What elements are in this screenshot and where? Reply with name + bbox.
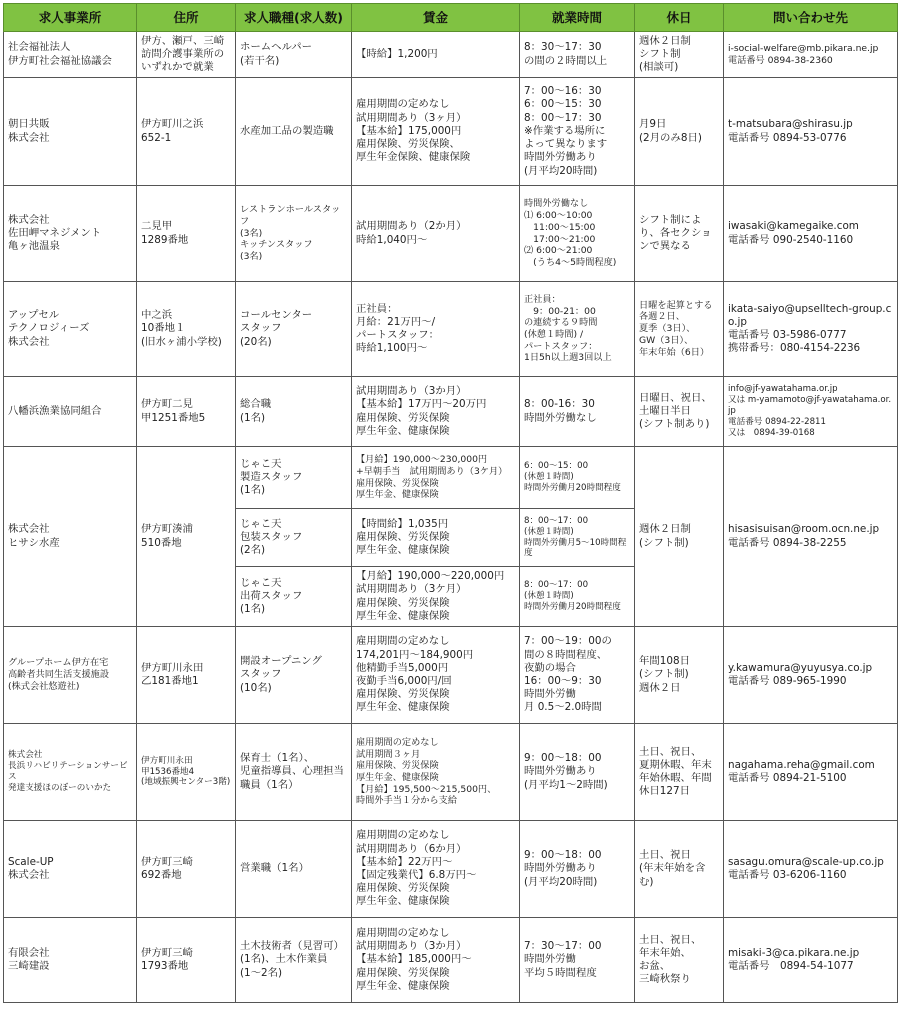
wage-cell: 【月給】190,000〜220,000円 試用期間あり（3ケ月） 雇用保険、労災保険 厚生年金、健康保険 bbox=[352, 567, 520, 627]
table-row bbox=[4, 377, 898, 447]
wage-cell: 試用期間あり（2か月） 時給1,040円〜 bbox=[352, 186, 520, 282]
contact-cell: t-matsubara@shirasu.jp 電話番号 0894-53-0776 bbox=[724, 78, 898, 186]
company-cell: 株式会社 ヒサシ水産 bbox=[4, 447, 137, 627]
header-company: 求人事業所 bbox=[4, 4, 137, 32]
contact-cell: iwasaki@kamegaike.com 電話番号 090-2540-1160 bbox=[724, 186, 898, 282]
contact-cell: misaki-3@ca.pikara.ne.jp 電話番号 0894-54-1077 bbox=[724, 918, 898, 1003]
header-address: 住所 bbox=[137, 4, 236, 32]
header-wage: 賃金 bbox=[352, 4, 520, 32]
company-cell: グループホーム伊方在宅 高齢者共同生活支援施設 (株式会社悠遊社) bbox=[4, 627, 137, 724]
wage-cell: 雇用期間の定めなし 174,201円〜184,900円 他精勤手当5,000円 夜勤手当6,000円/回 雇用保険、労災保険 厚生年金、健康保険 bbox=[352, 627, 520, 724]
hours-cell: 8：30〜17：30 の間の２時間以上 bbox=[520, 32, 635, 78]
header-holidays: 休日 bbox=[635, 4, 724, 32]
wage-cell: 試用期間あり（3か月） 【基本給】17万円〜20万円 雇用保険、労災保険 厚生年金、健康保険 bbox=[352, 377, 520, 447]
company-cell: 八幡浜漁業協同組合 bbox=[4, 377, 137, 447]
contact-cell: y.kawamura@yuyusya.co.jp 電話番号 089-965-1990 bbox=[724, 627, 898, 724]
contact-cell: ikata-saiyo@upselltech-group.co.jp 電話番号 03-5986-0777 携帯番号：080-4154-2236 bbox=[724, 282, 898, 377]
wage-cell: 正社員： 月給：21万円〜/ パートスタッフ： 時給1,100円〜 bbox=[352, 282, 520, 377]
company-cell: 株式会社 長浜リハビリテーションサービス 発達支援ほのぼーのいかた bbox=[4, 724, 137, 821]
table-row bbox=[4, 821, 898, 918]
contact-cell: i-social-welfare@mb.pikara.ne.jp 電話番号 0894-38-2360 bbox=[724, 32, 898, 78]
wage-cell: 【時間給】1,035円 雇用保険、労災保険 厚生年金、健康保険 bbox=[352, 509, 520, 567]
holidays-cell: シフト制により、各セクションで異なる bbox=[635, 186, 724, 282]
job-cell: レストランホールスタッフ (3名) キッチンスタッフ (3名) bbox=[236, 186, 352, 282]
hours-cell: 6：00〜15：00 (休憩１時間) 時間外労働月20時間程度 bbox=[520, 447, 635, 509]
header-contact: 問い合わせ先 bbox=[724, 4, 898, 32]
holidays-cell: 週休２日制 シフト制 (相談可) bbox=[635, 32, 724, 78]
company-cell: Scale-UP 株式会社 bbox=[4, 821, 137, 918]
wage-cell: 【月給】190,000〜230,000円 +早朝手当 試用期間あり（3ケ月） 雇用保険、労災保険 厚生年金、健康保険 bbox=[352, 447, 520, 509]
table-row bbox=[4, 627, 898, 724]
hours-cell: 8：00〜17：00 (休憩１時間) 時間外労働月5〜10時間程度 bbox=[520, 509, 635, 567]
hours-cell: 9：00〜18：00 時間外労働あり (月平均1〜2時間) bbox=[520, 724, 635, 821]
job-cell: 保育士（1名）、 児童指導員、心理担当職員（1名） bbox=[236, 724, 352, 821]
contact-cell: info@jf-yawatahama.or.jp 又は m-yamamoto@jf-yawatahama.or.jp 電話番号 0894-22-2811 又は 0894-39-0168 bbox=[724, 377, 898, 447]
contact-cell: sasagu.omura@scale-up.co.jp 電話番号 03-6206-1160 bbox=[724, 821, 898, 918]
hours-cell: 7：30〜17：00 時間外労働 平均５時間程度 bbox=[520, 918, 635, 1003]
table-row bbox=[4, 447, 898, 509]
table-row bbox=[4, 78, 898, 186]
hours-cell: 7：00〜19：00の 間の８時間程度、 夜勤の場合 16：00〜9：30 時間外労働 月 0.5〜2.0時間 bbox=[520, 627, 635, 724]
header-job: 求人職種(求人数) bbox=[236, 4, 352, 32]
table-row bbox=[4, 32, 898, 78]
job-cell: じゃこ天 出荷スタッフ (1名) bbox=[236, 567, 352, 627]
company-cell: 株式会社 佐田岬マネジメント 亀ヶ池温泉 bbox=[4, 186, 137, 282]
holidays-cell: 日曜を起算とする各週２日、 夏季（3日）、 GW（3日）、 年末年始（6日） bbox=[635, 282, 724, 377]
contact-cell: nagahama.reha@gmail.com 電話番号 0894-21-5100 bbox=[724, 724, 898, 821]
hours-cell: 8：00-16：30 時間外労働なし bbox=[520, 377, 635, 447]
job-cell: 水産加工品の製造職 bbox=[236, 78, 352, 186]
hours-cell: 7：00〜16：30 6：00〜15：30 8：00〜17：30 ※作業する場所に よって異なります 時間外労働あり (月平均20時間) bbox=[520, 78, 635, 186]
hours-cell: 正社員： 9：00-21：00 の連続する９時間 (休憩１時間) / パートスタッフ： 1日5h以上週3回以上 bbox=[520, 282, 635, 377]
holidays-cell: 土日、祝日、 年末年始、 お盆、 三崎秋祭り bbox=[635, 918, 724, 1003]
job-cell: じゃこ天 包装スタッフ (2名) bbox=[236, 509, 352, 567]
company-cell: アップセル テクノロジィーズ 株式会社 bbox=[4, 282, 137, 377]
address-cell: 伊方町二見 甲1251番地5 bbox=[137, 377, 236, 447]
hours-cell: 時間外労働なし ⑴ 6:00〜10:00 11:00〜15:00 17:00〜21:00 ⑵ 6:00〜21:00 (うち4〜5時間程度) bbox=[520, 186, 635, 282]
hours-cell: 8：00〜17：00 (休憩１時間) 時間外労働月20時間程度 bbox=[520, 567, 635, 627]
table-row bbox=[4, 724, 898, 821]
wage-cell: 雇用期間の定めなし 試用期間３ヶ月 雇用保険、労災保険 厚生年金、健康保険 【月給】195,500〜215,500円、 時間外手当１分から支給 bbox=[352, 724, 520, 821]
table-row bbox=[4, 282, 898, 377]
wage-cell: 【時給】1,200円 bbox=[352, 32, 520, 78]
address-cell: 伊方町三崎 1793番地 bbox=[137, 918, 236, 1003]
address-cell: 伊方町川之浜 652-1 bbox=[137, 78, 236, 186]
address-cell: 伊方町川永田 甲1536番地4 (地域振興センター3階) bbox=[137, 724, 236, 821]
holidays-cell: 日曜日、祝日、 土曜日半日 (シフト制あり) bbox=[635, 377, 724, 447]
holidays-cell: 月9日 (2月のみ8日) bbox=[635, 78, 724, 186]
address-cell: 伊方、瀬戸、三崎 訪問介護事業所の いずれかで就業 bbox=[137, 32, 236, 78]
wage-cell: 雇用期間の定めなし 試用期間あり（6か月） 【基本給】22万円〜 【固定残業代】6.8万円〜 雇用保険、労災保険 厚生年金、健康保険 bbox=[352, 821, 520, 918]
table-row bbox=[4, 918, 898, 1003]
job-cell: 総合職 (1名) bbox=[236, 377, 352, 447]
address-cell: 伊方町川永田 乙181番地1 bbox=[137, 627, 236, 724]
holidays-cell: 土日、祝日、 夏期休暇、年末年始休暇、年間休日127日 bbox=[635, 724, 724, 821]
hours-cell: 9：00〜18：00 時間外労働あり (月平均20時間) bbox=[520, 821, 635, 918]
job-cell: 土木技術者（見習可） (1名)、土木作業員 (1〜2名) bbox=[236, 918, 352, 1003]
header-hours: 就業時間 bbox=[520, 4, 635, 32]
job-cell: 営業職（1名） bbox=[236, 821, 352, 918]
contact-cell: hisasisuisan@room.ocn.ne.jp 電話番号 0894-38-2255 bbox=[724, 447, 898, 627]
address-cell: 二見甲 1289番地 bbox=[137, 186, 236, 282]
holidays-cell: 週休２日制 (シフト制) bbox=[635, 447, 724, 627]
company-cell: 社会福祉法人 伊方町社会福祉協議会 bbox=[4, 32, 137, 78]
company-cell: 有限会社 三崎建設 bbox=[4, 918, 137, 1003]
job-cell: じゃこ天 製造スタッフ (1名) bbox=[236, 447, 352, 509]
table-row bbox=[4, 186, 898, 282]
header-row bbox=[4, 4, 898, 32]
wage-cell: 雇用期間の定めなし 試用期間あり（3ヶ月） 【基本給】175,000円 雇用保険、労災保険、 厚生年金保険、健康保険 bbox=[352, 78, 520, 186]
job-cell: コールセンター スタッフ (20名) bbox=[236, 282, 352, 377]
holidays-cell: 土日、祝日 (年末年始を含む) bbox=[635, 821, 724, 918]
company-cell: 朝日共販 株式会社 bbox=[4, 78, 137, 186]
address-cell: 伊方町三崎 692番地 bbox=[137, 821, 236, 918]
job-cell: ホームヘルパー (若干名) bbox=[236, 32, 352, 78]
holidays-cell: 年間108日 (シフト制) 週休２日 bbox=[635, 627, 724, 724]
job-cell: 開設オープニング スタッフ (10名) bbox=[236, 627, 352, 724]
address-cell: 伊方町湊浦 510番地 bbox=[137, 447, 236, 627]
address-cell: 中之浜 10番地１ (旧水ヶ浦小学校) bbox=[137, 282, 236, 377]
job-listings-table bbox=[3, 3, 898, 1003]
wage-cell: 雇用期間の定めなし 試用期間あり（3か月） 【基本給】185,000円〜 雇用保険、労災保険 厚生年金、健康保険 bbox=[352, 918, 520, 1003]
